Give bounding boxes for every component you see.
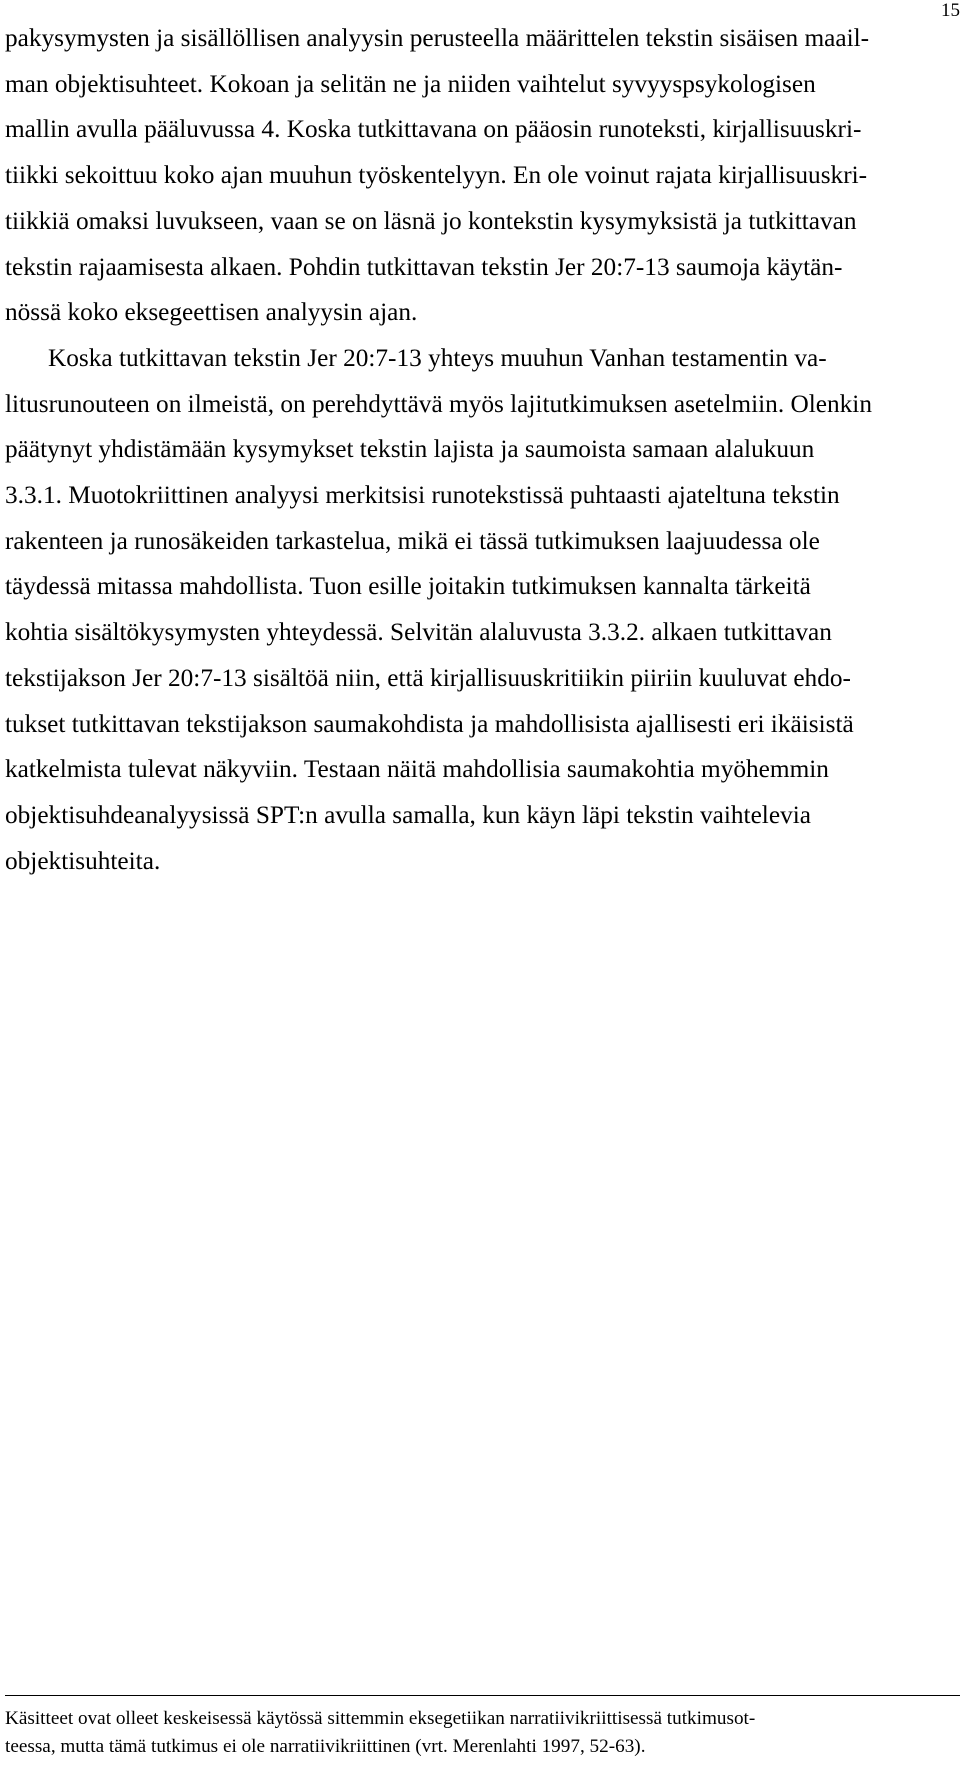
- text-line: kohtia sisältökysymysten yhteydessä. Selvitän alaluvusta 3.3.2. alkaen tutkittavan: [5, 618, 832, 647]
- footnote: [5, 1705, 960, 1761]
- text-line: rakenteen ja runosäkeiden tarkastelua, mikä ei tässä tutkimuksen laajuudessa ole: [5, 526, 820, 555]
- text-line: objektisuhdeanalyysissä SPT:n avulla samalla, kun käyn läpi tekstin vaihtelevia: [5, 800, 811, 829]
- footnote-line: teessa, mutta tämä tutkimus ei ole narratiivikriittinen (vrt. Merenlahti 1997, 52-63).: [5, 1736, 646, 1757]
- text-line: tukset tutkittavan tekstijakson saumakohdista ja mahdollisista ajallisesti eri ikäisistä: [5, 709, 854, 738]
- paragraph-2: [5, 336, 960, 884]
- body-text: [5, 16, 960, 884]
- text-line: tekstijakson Jer 20:7-13 sisältöä niin, että kirjallisuuskritiikin piiriin kuuluvat ehdo-: [5, 663, 851, 692]
- text-line: 3.3.1. Muotokriittinen analyysi merkitsisi runotekstissä puhtaasti ajateltuna tekstin: [5, 481, 840, 510]
- text-line: katkelmista tulevat näkyviin. Testaan näitä mahdollisia saumakohtia myöhemmin: [5, 755, 829, 784]
- paragraph-1: [5, 16, 960, 336]
- text-line: objektisuhteita.: [5, 846, 161, 875]
- text-line: litusrunouteen on ilmeistä, on perehdyttävä myös lajitutkimuksen asetelmiin. Olenkin: [5, 389, 872, 418]
- footnote-divider: [5, 1695, 960, 1696]
- text-line: mallin avulla pääluvussa 4. Koska tutkittavana on pääosin runoteksti, kirjallisuuskri-: [5, 115, 862, 144]
- text-line: tekstin rajaamisesta alkaen. Pohdin tutkittavan tekstin Jer 20:7-13 saumoja käytän-: [5, 252, 843, 281]
- text-line: täydessä mitassa mahdollista. Tuon esille joitakin tutkimuksen kannalta tärkeitä: [5, 572, 811, 601]
- footnote-line: Käsitteet ovat olleet keskeisessä käytössä sittemmin eksegetiikan narratiivikriittisessä tutkimusot-: [5, 1708, 756, 1729]
- text-line: pakysymysten ja sisällöllisen analyysin perusteella määrittelen tekstin sisäisen maail-: [5, 24, 870, 52]
- text-line: tiikki sekoittuu koko ajan muuhun työskentelyyn. En ole voinut rajata kirjallisuuskri-: [5, 161, 868, 190]
- page-number: 15: [941, 0, 960, 21]
- text-line: tiikkiä omaksi luvukseen, vaan se on läsnä jo kontekstin kysymyksistä ja tutkittavan: [5, 206, 857, 235]
- text-line: Koska tutkittavan tekstin Jer 20:7-13 yhteys muuhun Vanhan testamentin va-: [48, 343, 827, 372]
- text-line: nössä koko eksegeettisen analyysin ajan.: [5, 298, 418, 327]
- text-line: man objektisuhteet. Kokoan ja selitän ne ja niiden vaihtelut syvyyspsykologisen: [5, 69, 816, 98]
- text-line: päätynyt yhdistämään kysymykset tekstin lajista ja saumoista samaan alalukuun: [5, 435, 815, 464]
